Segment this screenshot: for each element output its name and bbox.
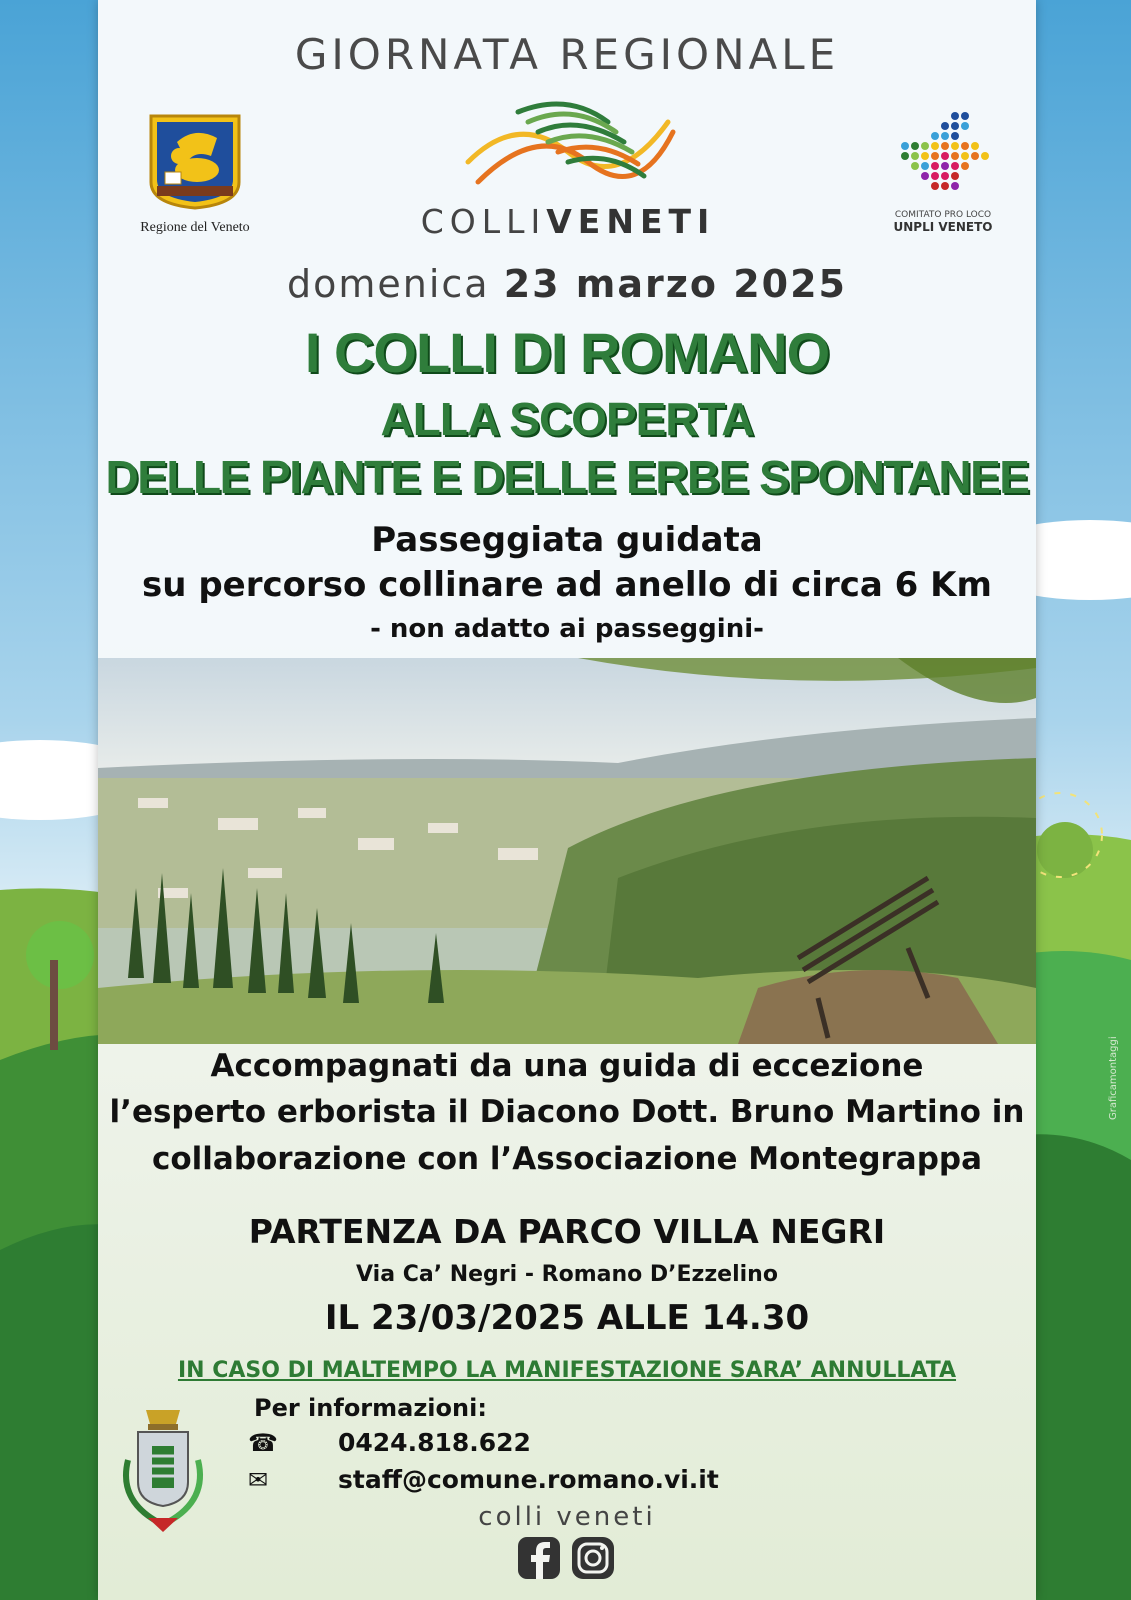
email-row xyxy=(248,1465,719,1494)
subtitle-line-2: su percorso collinare ad anello di circa 6 Km xyxy=(142,565,992,605)
event-weekday: domenica xyxy=(287,262,490,306)
social-label: colli veneti xyxy=(478,1502,656,1532)
unpli-label-small: COMITATO PRO LOCO xyxy=(894,210,992,220)
weather-warning: IN CASO DI MALTEMPO LA MANIFESTAZIONE SARA’ ANNULLATA xyxy=(177,1358,957,1383)
event-date xyxy=(98,262,1036,306)
brand-light: COLLI xyxy=(420,202,547,241)
flyer-page xyxy=(98,0,1036,1600)
guide-line-3: collaborazione con l’Associazione Montegrappa xyxy=(151,1141,983,1177)
regione-veneto-logo xyxy=(120,112,270,236)
telephone-icon: ☎ xyxy=(248,1429,278,1457)
email-address[interactable]: staff@comune.romano.vi.it xyxy=(338,1465,719,1494)
guide-line-2: l’esperto erborista il Diacono Dott. Bruno Martino in xyxy=(109,1094,1025,1130)
subtitle-line-3: - non adatto ai passeggini- xyxy=(370,614,764,644)
region-name: Regione del Veneto xyxy=(140,220,250,235)
departure-place: PARTENZA DA PARCO VILLA NEGRI xyxy=(248,1212,886,1251)
event-day: 23 marzo 2025 xyxy=(503,262,847,306)
guide-line-1: Accompagnati da una guida di eccezione xyxy=(210,1048,924,1084)
title-line-1: I COLLI DI ROMANO xyxy=(304,321,830,384)
unpli-veneto-logo xyxy=(888,110,998,234)
lion-of-saint-mark-crest-icon xyxy=(147,112,243,210)
facebook-icon[interactable] xyxy=(518,1537,560,1579)
event-header: GIORNATA REGIONALE xyxy=(294,30,840,79)
landscape-photo xyxy=(98,658,1036,1044)
brand-bold: VENETI xyxy=(546,202,716,241)
unpli-dots-icon xyxy=(895,110,991,202)
instagram-icon[interactable] xyxy=(572,1537,614,1579)
subtitle-line-1: Passeggiata guidata xyxy=(371,520,763,560)
title-line-3: DELLE PIANTE E DELLE ERBE SPONTANEE xyxy=(105,451,1029,503)
unpli-label-big: UNPLI VENETO xyxy=(893,220,993,234)
departure-datetime: IL 23/03/2025 ALLE 14.30 xyxy=(324,1298,810,1338)
social-icons xyxy=(516,1535,618,1583)
phone-number[interactable]: 0424.818.622 xyxy=(338,1428,531,1457)
graphic-credit: Graficamontaggi xyxy=(1108,1036,1119,1120)
colli-veneti-wordmark xyxy=(418,202,718,241)
departure-address: Via Ca’ Negri - Romano D’Ezzelino xyxy=(356,1262,778,1287)
colli-veneti-wings-logo-icon xyxy=(448,92,688,202)
info-title: Per informazioni: xyxy=(254,1394,487,1422)
phone-row xyxy=(248,1428,531,1457)
title-line-2: ALLA SCOPERTA xyxy=(380,393,754,445)
envelope-icon: ✉ xyxy=(248,1466,269,1494)
